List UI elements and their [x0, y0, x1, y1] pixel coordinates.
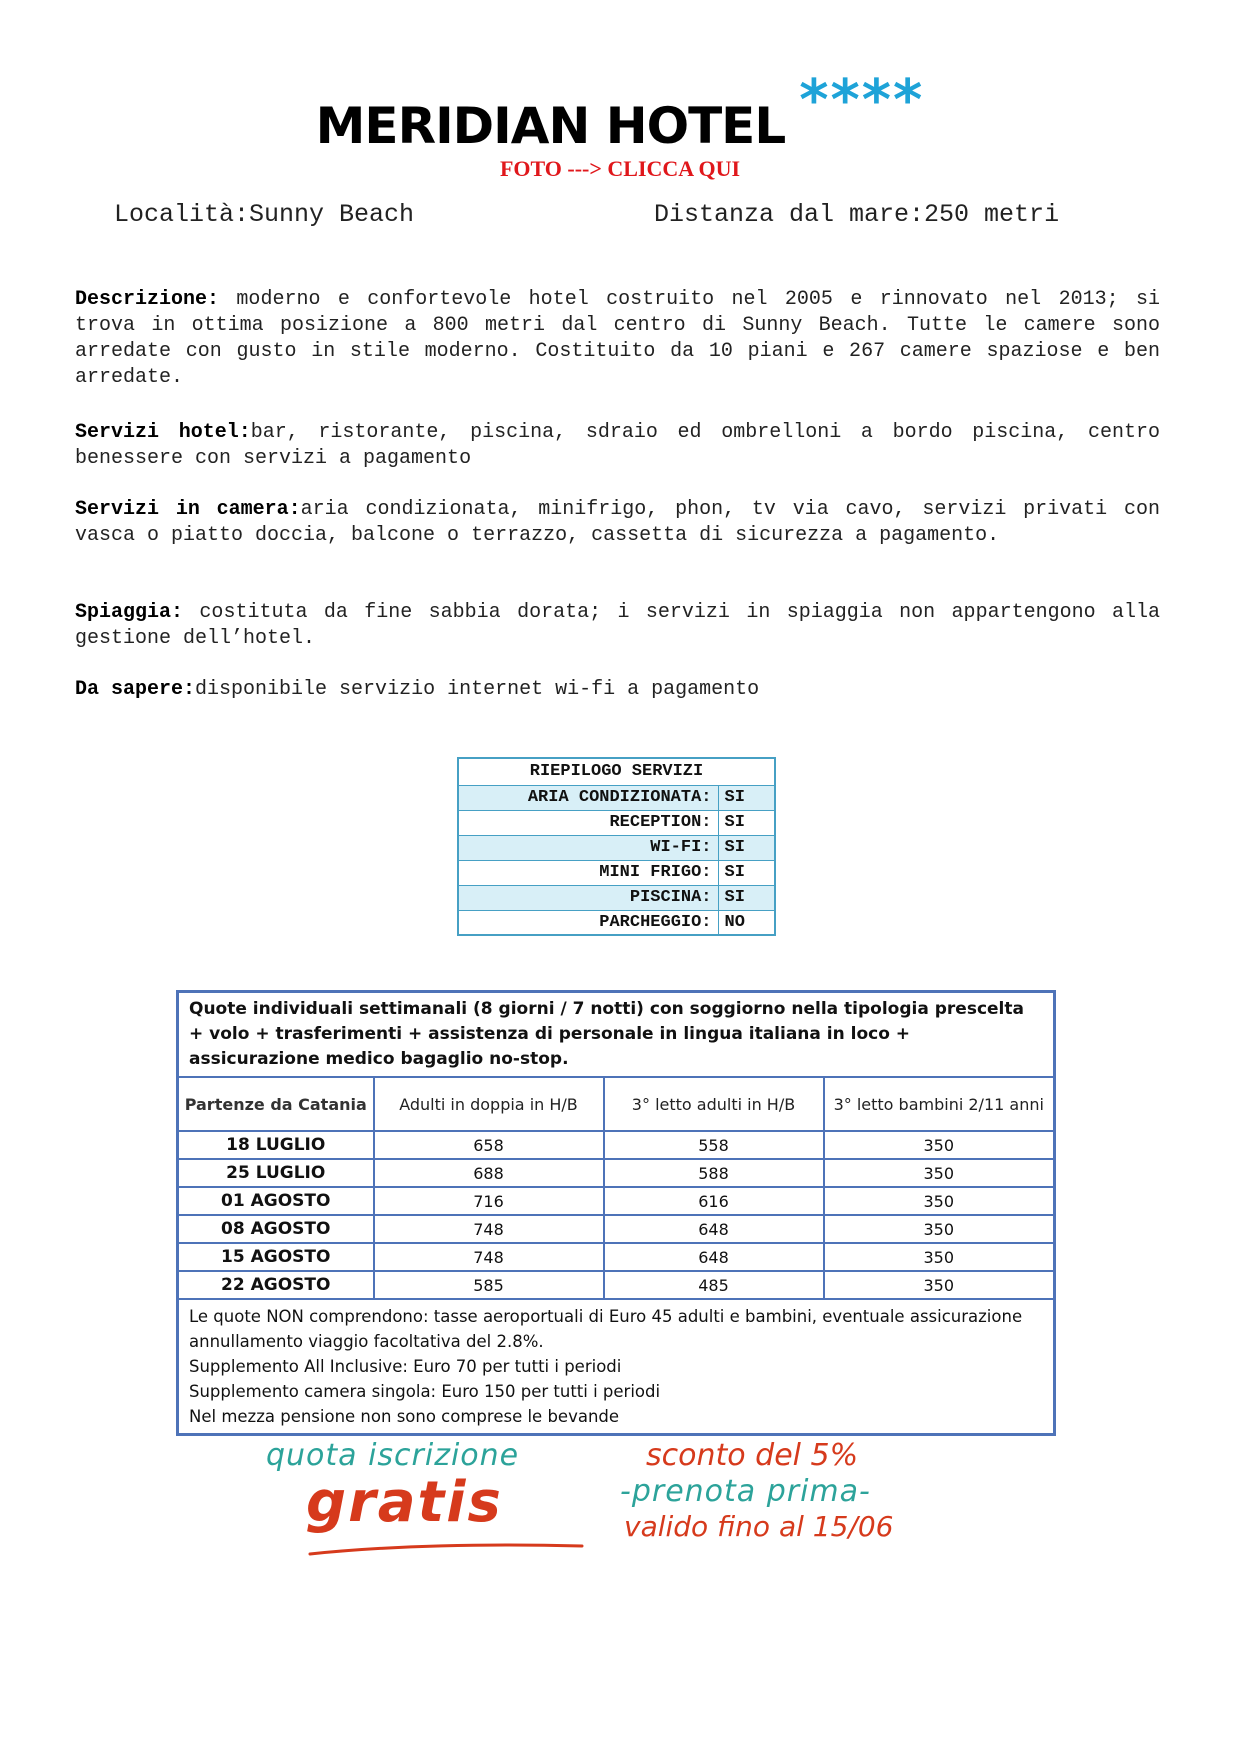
- swoosh-decoration: [306, 1538, 586, 1560]
- hotel-services-label: Servizi hotel:: [75, 421, 251, 444]
- price-third-adult: 648: [604, 1243, 824, 1271]
- price-third-adult: 648: [604, 1215, 824, 1243]
- beach-text: costituta da fine sabbia dorata; i servizi in spiaggia non appartengono alla gestione dell’hotel.: [75, 601, 1160, 650]
- summary-row: [458, 785, 775, 810]
- departure-date: 25 LUGLIO: [178, 1159, 374, 1187]
- summary-label: ARIA CONDIZIONATA:: [458, 785, 718, 810]
- summary-row: [458, 860, 775, 885]
- summary-label: RECEPTION:: [458, 810, 718, 835]
- price-notes: [178, 1299, 1055, 1435]
- promo-valid-until: valido fino al 15/06: [624, 1510, 894, 1543]
- promo-book-early: -prenota prima-: [620, 1474, 871, 1509]
- summary-row: [458, 910, 775, 935]
- summary-label: WI-FI:: [458, 835, 718, 860]
- table-row: [178, 1187, 1055, 1215]
- departure-date: 22 AGOSTO: [178, 1271, 374, 1299]
- departure-date: 08 AGOSTO: [178, 1215, 374, 1243]
- services-summary-table: [457, 757, 776, 936]
- price-third-child: 350: [824, 1187, 1055, 1215]
- price-double: 658: [374, 1131, 604, 1159]
- description-paragraph: [75, 287, 1160, 391]
- summary-title: RIEPILOGO SERVIZI: [458, 758, 775, 785]
- to-know-paragraph: [75, 677, 1160, 703]
- photo-link[interactable]: FOTO ---> CLICCA QUI: [499, 156, 741, 181]
- room-services-paragraph: [75, 497, 1160, 549]
- summary-value: SI: [718, 860, 775, 885]
- price-third-adult: 485: [604, 1271, 824, 1299]
- price-double: 748: [374, 1215, 604, 1243]
- beach-paragraph: [75, 600, 1160, 652]
- price-header-row: [178, 1077, 1055, 1131]
- price-double: 585: [374, 1271, 604, 1299]
- hotel-title: MERIDIAN HOTEL: [315, 97, 786, 155]
- location-text: Località:Sunny Beach: [114, 200, 415, 229]
- summary-label: PARCHEGGIO:: [458, 910, 718, 935]
- note-line: Nel mezza pensione non sono comprese le bevande: [189, 1407, 620, 1426]
- price-double: 748: [374, 1243, 604, 1271]
- description-label: Descrizione:: [75, 288, 220, 311]
- price-double: 716: [374, 1187, 604, 1215]
- header-third-adult: 3° letto adulti in H/B: [604, 1077, 824, 1131]
- price-intro: Quote individuali settimanali (8 giorni / 7 notti) con soggiorno nella tipologia prescelta + volo + trasferimenti + assistenza di personale in lingua italiana in loco + assicurazione medico bagaglio no-stop.: [178, 992, 1055, 1078]
- departure-date: 01 AGOSTO: [178, 1187, 374, 1215]
- note-line: Le quote NON comprendono: tasse aeroportuali di Euro 45 adulti e bambini, eventuale assicurazione annullamento viaggio facoltativa del 2.8%.: [189, 1307, 1023, 1351]
- departure-date: 18 LUGLIO: [178, 1131, 374, 1159]
- header-third-child: 3° letto bambini 2/11 anni: [824, 1077, 1055, 1131]
- title-row: [0, 68, 1240, 155]
- price-double: 688: [374, 1159, 604, 1187]
- price-third-child: 350: [824, 1215, 1055, 1243]
- room-services-label: Servizi in camera:: [75, 498, 301, 521]
- departure-date: 15 AGOSTO: [178, 1243, 374, 1271]
- beach-label: Spiaggia:: [75, 601, 184, 624]
- summary-value: SI: [718, 810, 775, 835]
- summary-value: SI: [718, 835, 775, 860]
- summary-value: NO: [718, 910, 775, 935]
- description-text: moderno e confortevole hotel costruito nel 2005 e rinnovato nel 2013; si trova in ottima posizione a 800 metri dal centro di Sunny Beach. Tutte le camere sono arredate con gusto in stile moderno. Costituito da 10 piani e 267 camere spaziose e ben arredate.: [75, 288, 1160, 389]
- price-third-child: 350: [824, 1131, 1055, 1159]
- summary-label: PISCINA:: [458, 885, 718, 910]
- summary-value: SI: [718, 885, 775, 910]
- table-row: [178, 1271, 1055, 1299]
- table-row: [178, 1131, 1055, 1159]
- price-third-child: 350: [824, 1271, 1055, 1299]
- summary-row: [458, 885, 775, 910]
- promo-registration-fee: quota iscrizione: [266, 1438, 520, 1473]
- header-departures: Partenze da Catania: [178, 1077, 374, 1131]
- price-table: [176, 990, 1056, 1436]
- promo-discount: sconto del 5%: [646, 1438, 859, 1473]
- table-row: [178, 1159, 1055, 1187]
- to-know-text: disponibile servizio internet wi-fi a pagamento: [195, 678, 760, 701]
- star-rating: ****: [799, 68, 925, 133]
- room-services-text: aria condizionata, minifrigo, phon, tv via cavo, servizi privati con vasca o piatto doccia, balcone o terrazzo, cassetta di sicurezza a pagamento.: [75, 498, 1160, 547]
- sea-distance-text: Distanza dal mare:250 metri: [654, 200, 1060, 229]
- table-row: [178, 1215, 1055, 1243]
- hotel-services-text: bar, ristorante, piscina, sdraio ed ombrelloni a bordo piscina, centro benessere con servizi a pagamento: [75, 421, 1161, 470]
- header-double: Adulti in doppia in H/B: [374, 1077, 604, 1131]
- hotel-services-paragraph: [75, 420, 1160, 472]
- summary-value: SI: [718, 785, 775, 810]
- summary-row: [458, 810, 775, 835]
- note-line: Supplemento All Inclusive: Euro 70 per tutti i periodi: [189, 1357, 622, 1376]
- price-third-adult: 616: [604, 1187, 824, 1215]
- note-line: Supplemento camera singola: Euro 150 per tutti i periodi: [189, 1382, 661, 1401]
- to-know-label: Da sapere:: [75, 678, 196, 701]
- price-third-adult: 588: [604, 1159, 824, 1187]
- price-third-child: 350: [824, 1159, 1055, 1187]
- summary-label: MINI FRIGO:: [458, 860, 718, 885]
- promo-free: gratis: [306, 1470, 503, 1535]
- price-third-adult: 558: [604, 1131, 824, 1159]
- summary-row: [458, 835, 775, 860]
- table-row: [178, 1243, 1055, 1271]
- price-third-child: 350: [824, 1243, 1055, 1271]
